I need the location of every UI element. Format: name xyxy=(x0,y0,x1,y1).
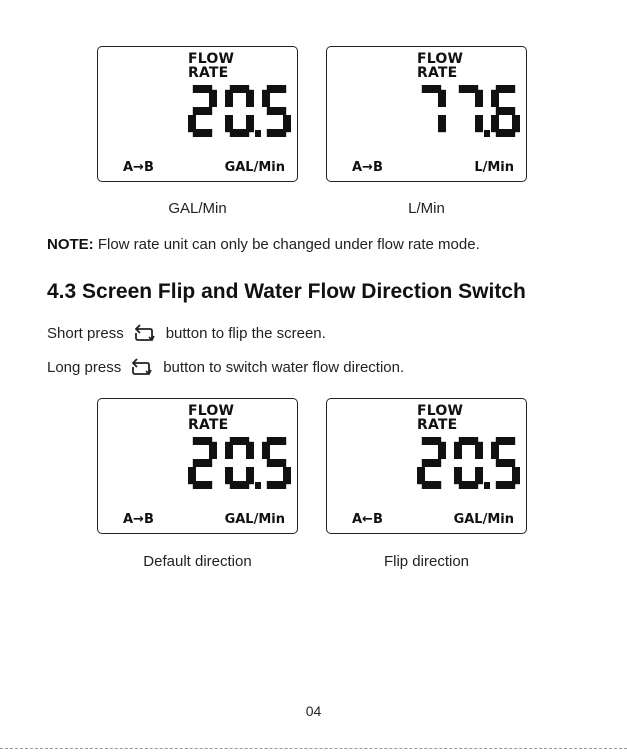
display-caption: L/Min xyxy=(408,200,445,217)
unit-indicator: GAL/Min xyxy=(224,160,285,175)
unit-indicator: GAL/Min xyxy=(453,512,514,527)
section-heading: 4.3 Screen Flip and Water Flow Direction Switch xyxy=(47,280,526,303)
lcd-segment xyxy=(438,115,446,132)
display-caption: Default direction xyxy=(143,553,252,570)
lcd-decimal-point xyxy=(484,482,490,489)
flow-direction-indicator: A←B xyxy=(352,512,383,527)
lcd-segment xyxy=(475,115,483,132)
lcd-display-gal xyxy=(97,46,298,182)
lcd-decimal-point xyxy=(255,130,261,137)
lcd-segment xyxy=(491,442,499,459)
lcd-decimal-point xyxy=(484,130,490,137)
lcd-segment xyxy=(267,459,286,467)
lcd-segment xyxy=(209,442,217,459)
lcd-display-liter xyxy=(326,46,527,182)
lcd-segment xyxy=(454,442,462,459)
lcd-segment xyxy=(193,107,212,115)
lcd-segment xyxy=(438,90,446,107)
lcd-segment xyxy=(475,442,483,459)
flow-rate-label: FLOW RATE xyxy=(417,403,464,433)
flow-rate-label: FLOW RATE xyxy=(188,403,235,433)
display-caption: Flip direction xyxy=(383,553,470,570)
lcd-segment xyxy=(246,442,254,459)
lcd-segment xyxy=(454,467,462,484)
lcd-segment xyxy=(496,107,515,115)
lcd-segment xyxy=(267,129,286,137)
lcd-segment xyxy=(496,481,515,489)
lcd-segment xyxy=(225,115,233,132)
unit-indicator: L/Min xyxy=(474,160,514,175)
unit-indicator: GAL/Min xyxy=(224,512,285,527)
flow-rate-label: FLOW RATE xyxy=(188,51,235,81)
lcd-segment xyxy=(193,481,212,489)
note-label: NOTE: xyxy=(47,236,94,253)
page-number: 04 xyxy=(305,703,322,719)
cycle-button-icon xyxy=(127,356,155,378)
lcd-segment xyxy=(246,90,254,107)
lcd-segment xyxy=(422,459,441,467)
lcd-segment xyxy=(496,459,515,467)
flow-direction-indicator: A→B xyxy=(123,512,154,527)
lcd-segment xyxy=(225,467,233,484)
note-paragraph xyxy=(47,236,480,253)
flow-rate-label: FLOW RATE xyxy=(417,51,464,81)
lcd-segment xyxy=(262,90,270,107)
flow-direction-indicator: A→B xyxy=(123,160,154,175)
lcd-segment xyxy=(262,442,270,459)
lcd-segment xyxy=(209,90,217,107)
cycle-button-icon xyxy=(130,322,158,344)
lcd-segment xyxy=(475,90,483,107)
note-text: Flow rate unit can only be changed under flow rate mode. xyxy=(93,236,480,253)
lcd-display-default xyxy=(97,398,298,534)
lcd-segment xyxy=(193,459,212,467)
lcd-decimal-point xyxy=(255,482,261,489)
flow-direction-indicator: A→B xyxy=(352,160,383,175)
long-press-instruction: Long press button to switch water flow direction. xyxy=(47,356,404,378)
bottom-rule xyxy=(0,748,627,749)
short-press-instruction: Short press button to flip the screen. xyxy=(47,322,326,344)
lcd-segment xyxy=(225,90,233,107)
display-caption: GAL/Min xyxy=(168,200,227,217)
lcd-segment xyxy=(438,442,446,459)
lcd-segment xyxy=(512,115,520,132)
lcd-segment xyxy=(267,481,286,489)
lcd-display-flipped xyxy=(326,398,527,534)
lcd-segment xyxy=(491,90,499,107)
lcd-segment xyxy=(193,129,212,137)
lcd-segment xyxy=(267,107,286,115)
lcd-segment xyxy=(422,481,441,489)
lcd-segment xyxy=(225,442,233,459)
